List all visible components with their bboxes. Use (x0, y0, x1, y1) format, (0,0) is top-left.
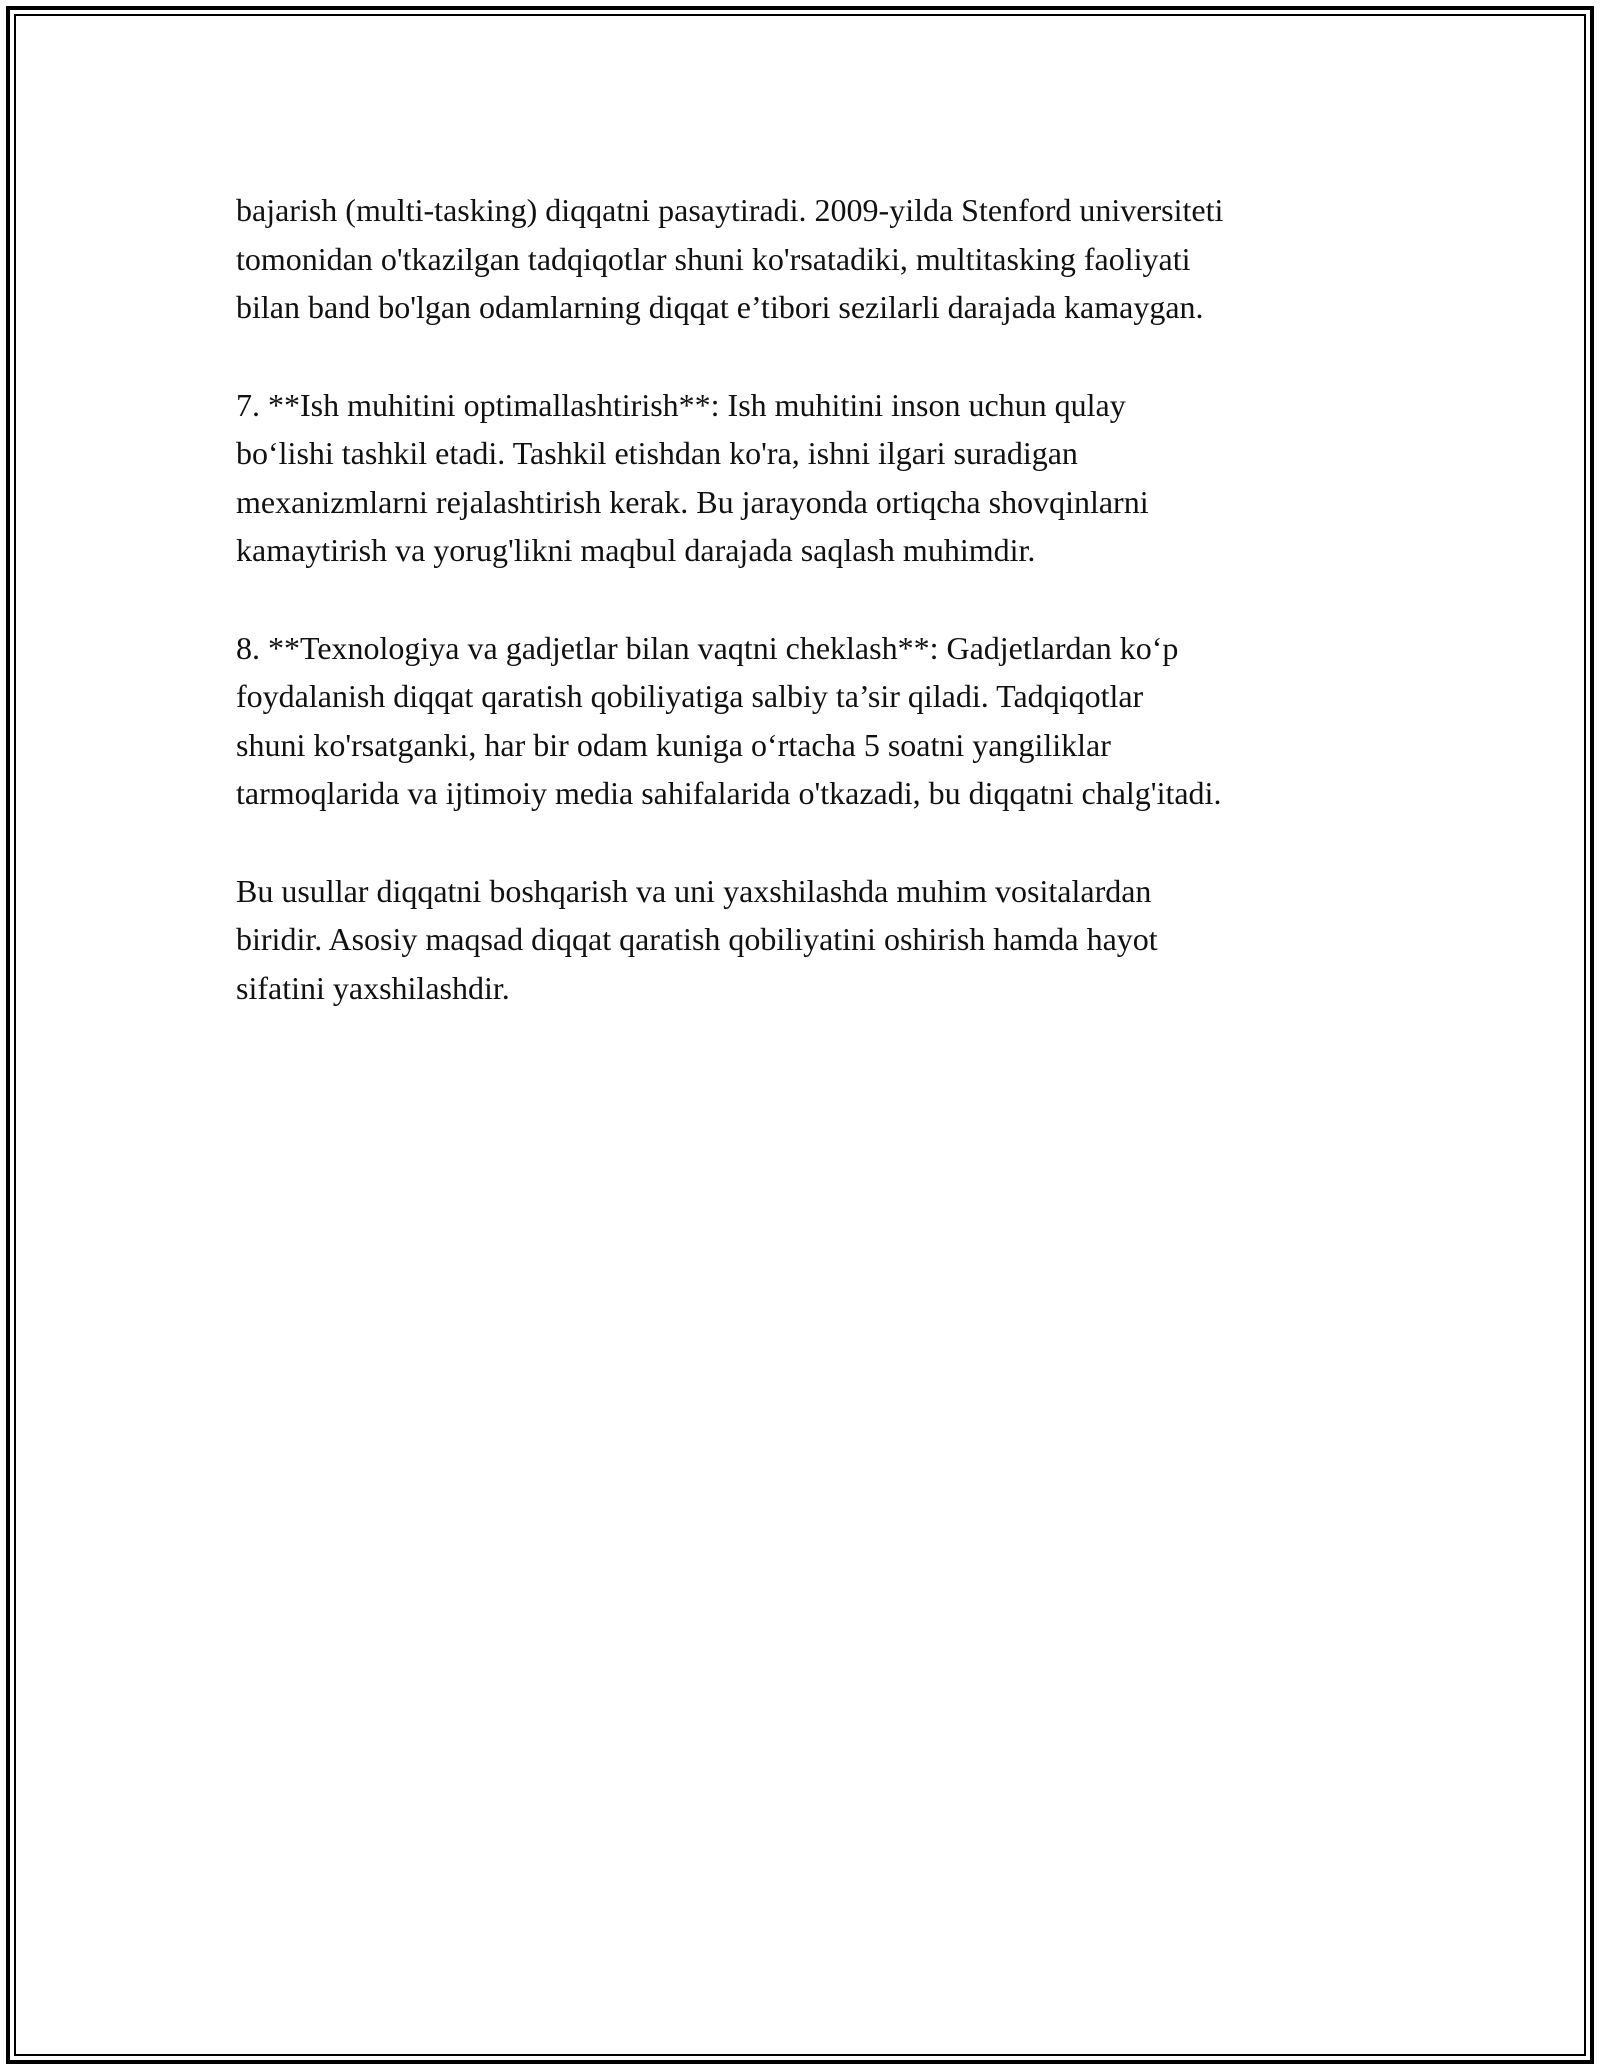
document-body (236, 186, 1376, 1061)
paragraph-item-7 (236, 381, 1376, 575)
text-line: bilan band bo'lgan odamlarning diqqat e’tibori sezilarli darajada kamaygan. (236, 289, 1204, 325)
text-line: sifatini yaxshilashdir. (236, 969, 510, 1006)
text-line: 7. **Ish muhitini optimallashtirish**: Ish muhitini inson uchun qulay (236, 386, 1126, 423)
paragraph-multitasking (236, 186, 1376, 332)
text-line: tarmoqlarida va ijtimoiy media sahifalarida o'tkazadi, bu diqqatni chalg'itadi. (236, 775, 1222, 811)
text-line: mexanizmlarni rejalashtirish kerak. Bu jarayonda ortiqcha shovqinlarni (236, 483, 1149, 520)
paragraph-item-8 (236, 624, 1376, 818)
text-line: kamaytirish va yorug'likni maqbul darajada saqlash muhimdir. (236, 532, 1036, 568)
text-line: bo‘lishi tashkil etadi. Tashkil etishdan ko'ra, ishni ilgari suradigan (236, 435, 1078, 471)
text-line: foydalanish diqqat qaratish qobiliyatiga salbiy ta’sir qiladi. Tadqiqotlar (236, 678, 1144, 714)
text-line: shuni ko'rsatganki, har bir odam kuniga o‘rtacha 5 soatni yangiliklar (236, 726, 1111, 763)
text-line: Bu usullar diqqatni boshqarish va uni yaxshilashda muhim vositalardan (236, 872, 1152, 909)
text-line: bajarish (multi-tasking) diqqatni pasaytiradi. 2009-yilda Stenford universiteti (236, 192, 1224, 228)
paragraph-conclusion (236, 867, 1376, 1013)
text-line: biridir. Asosiy maqsad diqqat qaratish qobiliyatini oshirish hamda hayot (236, 921, 1158, 957)
text-line: 8. **Texnologiya va gadjetlar bilan vaqtni cheklash**: Gadjetlardan ko‘p (236, 629, 1179, 666)
text-line: tomonidan o'tkazilgan tadqiqotlar shuni ko'rsatadiki, multitasking faoliyati (236, 240, 1191, 277)
